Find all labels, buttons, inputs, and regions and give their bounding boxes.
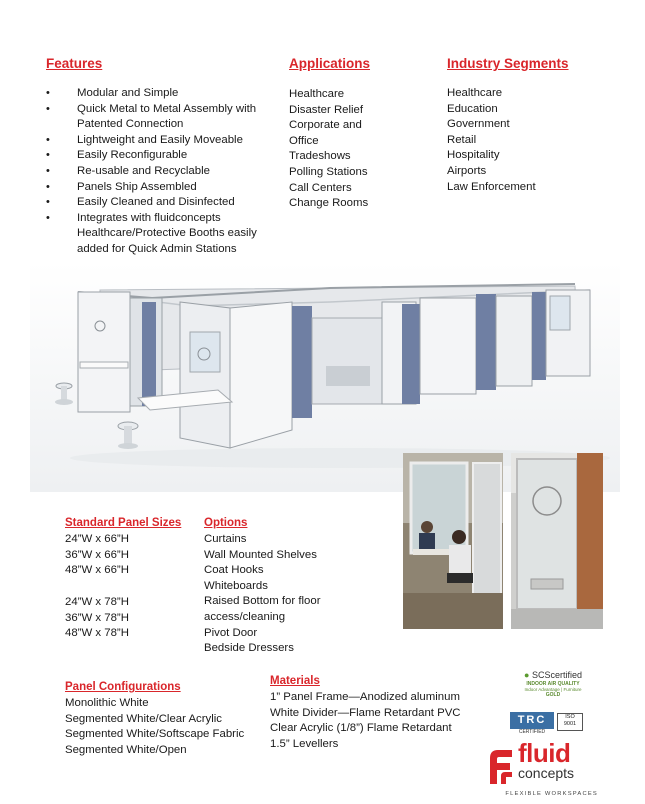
list-item: • Lightweight and Easily Moveable [46, 133, 286, 149]
list-item: 1” Panel Frame—Anodized aluminum [270, 691, 460, 703]
list-item: Retail [447, 133, 477, 146]
list-item: Healthcare [447, 87, 503, 99]
list-item: • Panels Ship Assembled [46, 180, 286, 196]
list-item: Hospitality [447, 149, 500, 162]
iso-box [557, 713, 583, 731]
list-item: Segmented White/Softscape Fabric [65, 728, 245, 741]
list-item: Raised Bottom for floor access/cleaning [204, 595, 321, 623]
features-list [46, 86, 286, 258]
scs-leaf-icon: ● [524, 670, 530, 680]
list-item: Segmented White/Open [65, 743, 187, 756]
scs-line2: Indoor Advantage | Furniture [524, 687, 582, 692]
scs-name: ● SCScertified [524, 670, 582, 680]
logo-word-concepts: concepts [518, 765, 575, 781]
materials-heading: Materials [270, 675, 320, 687]
list-item: Clear Acrylic (1/8”) Flame Retardant [270, 722, 452, 735]
logo-word-fluid: fluid [518, 738, 571, 768]
trc-mark: TRC [510, 712, 554, 729]
office-booth-photo [403, 453, 503, 629]
list-item: Bedside Dressers [204, 642, 294, 655]
fluid-logo-icon [486, 746, 516, 786]
industry-heading: Industry Segments [447, 56, 569, 71]
list-item: Segmented White/Clear Acrylic [65, 712, 222, 725]
list-item: • Modular and Simple [46, 86, 286, 102]
list-item: • Integrates with fluidconcepts Healthcare/Protective Booths easily added for Quick Admin Stations [46, 211, 277, 258]
logo-tagline: FLEXIBLE WORKSPACES [505, 791, 598, 797]
list-item: Whiteboards [204, 579, 268, 592]
list-item: Government [447, 118, 510, 131]
applications-heading: Applications [289, 56, 371, 71]
iso-num: 9001 [563, 721, 577, 727]
list-item: Polling Stations [289, 165, 368, 178]
options-list [204, 532, 344, 657]
list-item: Disaster Relief [289, 103, 364, 116]
list-item: • Easily Reconfigurable [46, 148, 286, 164]
materials-list [270, 690, 480, 752]
list-item: • Easily Cleaned and Disinfected [46, 195, 286, 211]
panel-sizes-heading: Standard Panel Sizes [65, 517, 182, 529]
fluid-concepts-logo [486, 738, 598, 800]
industry-list [447, 86, 597, 195]
list-item: Healthcare [289, 88, 345, 100]
list-item: 36”W x 66”H [65, 548, 129, 561]
applications-list [289, 87, 389, 212]
list-item: Pivot Door [204, 626, 258, 639]
list-item: Monolithic White [65, 697, 149, 709]
list-item: Wall Mounted Shelves [204, 548, 317, 561]
list-item: 48”W x 66”H [65, 564, 129, 577]
options-heading: Options [204, 517, 248, 529]
iso-top: ISO [565, 714, 575, 720]
list-item: • Quick Metal to Metal Assembly with Patented Connection [46, 102, 286, 133]
list-item: 24”W x 66”H [65, 533, 129, 545]
panel-configurations-list [65, 696, 265, 758]
list-item: 48”W x 78”H [65, 627, 129, 640]
list-item: Change Rooms [289, 197, 369, 210]
scs-line3: GOLD [545, 692, 561, 698]
features-heading: Features [46, 56, 103, 71]
list-item: 36”W x 78”H [65, 611, 129, 624]
list-item: Tradeshows [289, 150, 351, 163]
panel-sizes-list-66 [65, 532, 185, 579]
list-item: Call Centers [289, 181, 352, 194]
list-item: Law Enforcement [447, 180, 536, 193]
trc-sub: CERTIFIED [518, 729, 546, 735]
list-item: • Re-usable and Recyclable [46, 164, 286, 180]
scs-certified-badge [508, 670, 598, 698]
list-item: 1.5” Levellers [270, 737, 339, 750]
list-item: Coat Hooks [204, 564, 264, 577]
panel-configurations-heading: Panel Configurations [65, 681, 181, 693]
trc-iso-badge [510, 712, 582, 736]
panel-sizes-list-78 [65, 595, 185, 642]
list-item: White Divider—Flame Retardant PVC [270, 706, 461, 719]
scs-line1: INDOOR AIR QUALITY [526, 681, 580, 687]
list-item: 24”W x 78”H [65, 596, 129, 608]
list-item: Curtains [204, 533, 247, 545]
list-item: Airports [447, 164, 487, 177]
acrylic-door-photo [511, 453, 603, 629]
list-item: Corporate and Office [289, 119, 362, 147]
list-item: Education [447, 102, 498, 115]
